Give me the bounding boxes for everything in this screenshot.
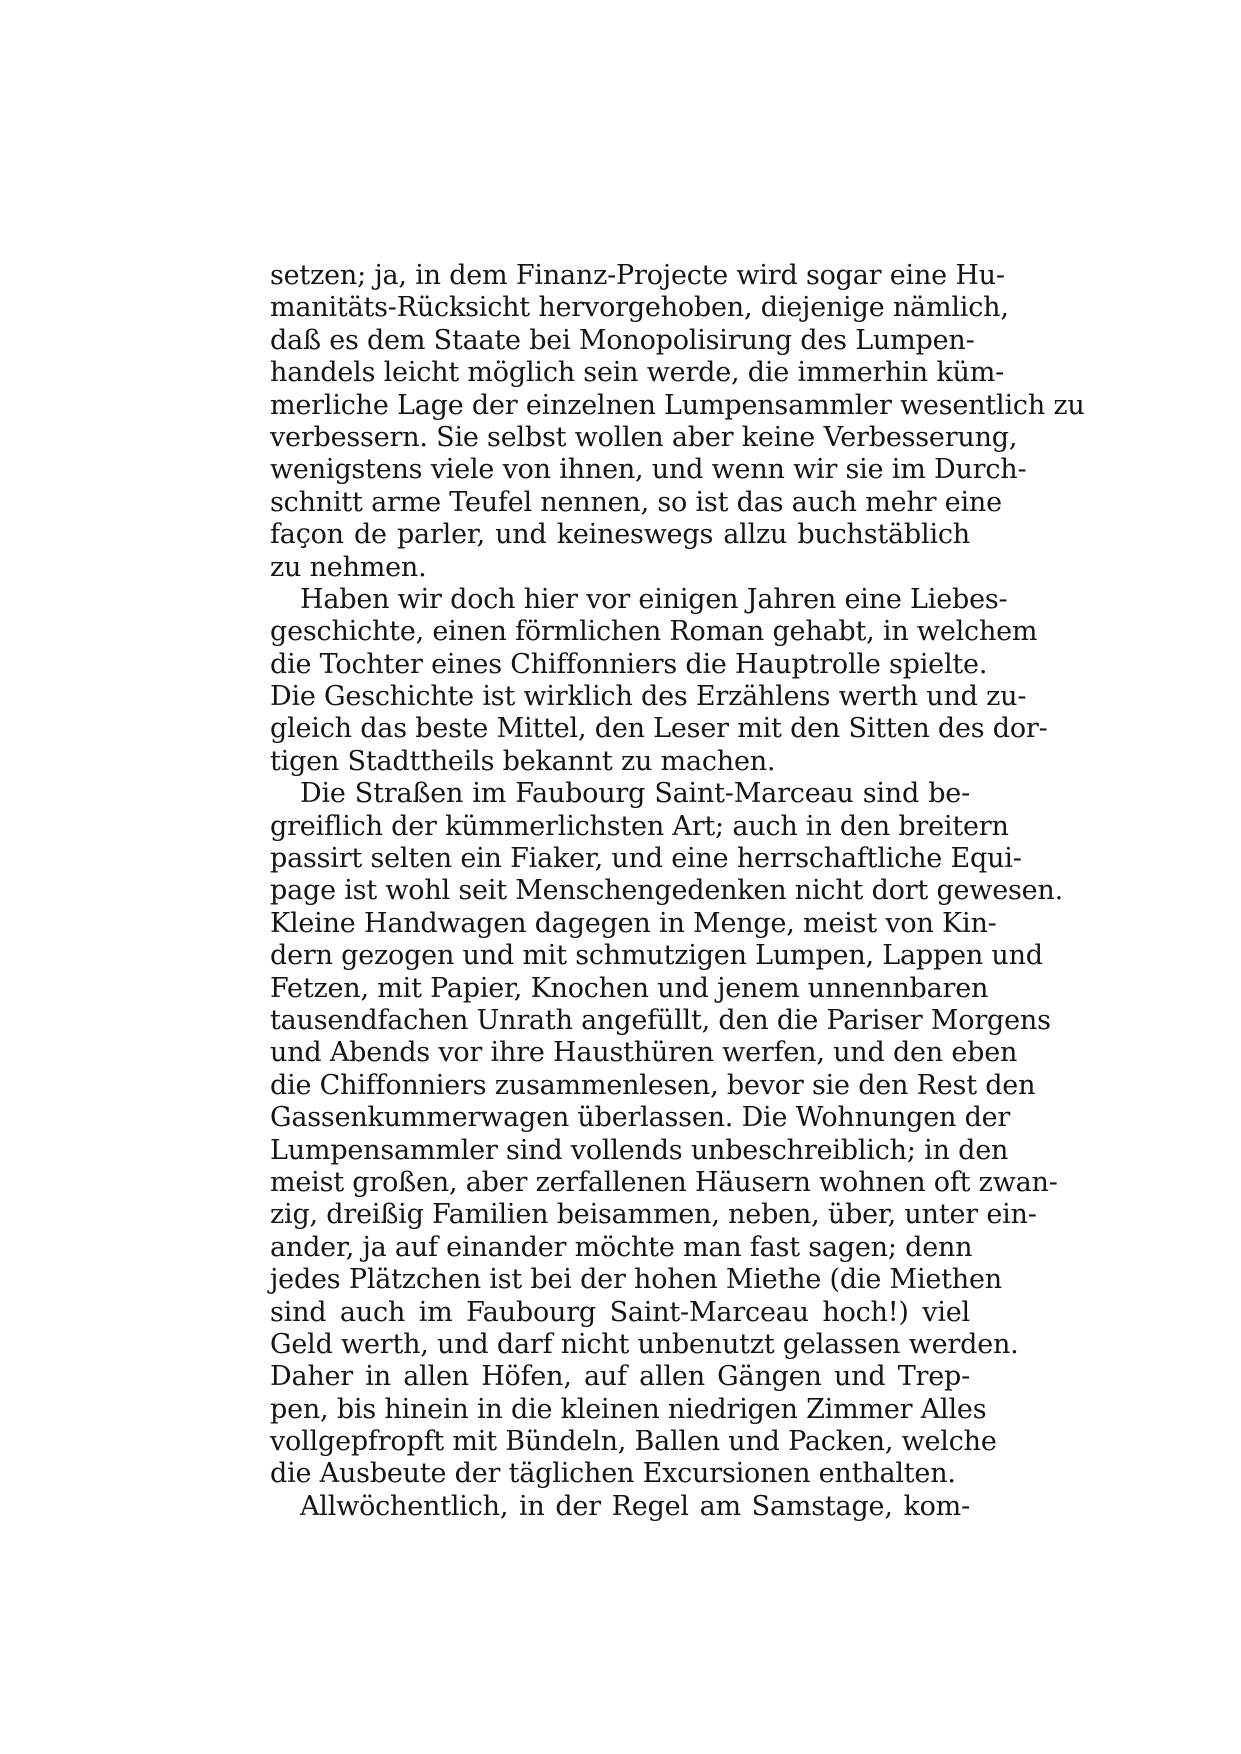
text-line: Fetzen, mit Papier, Knochen und jenem unnennbaren xyxy=(270,972,989,1004)
text-line: daß es dem Staate bei Monopolisirung des Lumpen- xyxy=(270,324,975,356)
text-line: Kleine Handwagen dagegen in Menge, meist von Kin- xyxy=(270,907,997,939)
text-line: die Ausbeute der täglichen Excursionen enthalten. xyxy=(270,1458,956,1490)
text-line: ander, ja auf einander möchte man fast sagen; denn xyxy=(270,1231,973,1263)
text-line: und Abends vor ihre Hausthüren werfen, und den eben xyxy=(270,1037,1018,1069)
text-line: façon de parler, und keineswegs allzu buchstäblich xyxy=(270,519,970,551)
paragraph-start-line: Haben wir doch hier vor einigen Jahren eine Liebes- xyxy=(300,583,1008,615)
text-line: greiflich der kümmerlichsten Art; auch in den breitern xyxy=(270,810,1009,842)
paragraph-start-line: Die Straßen im Faubourg Saint-Marceau sind be- xyxy=(300,778,970,810)
text-line: Daher in allen Höfen, auf allen Gängen und Trep- xyxy=(270,1361,970,1393)
text-line: Die Geschichte ist wirklich des Erzählens werth und zu- xyxy=(270,681,1027,713)
text-line: tigen Stadttheils bekannt zu machen. xyxy=(270,745,776,777)
text-line: die Chiffonniers zusammenlesen, bevor sie den Rest den xyxy=(270,1069,1036,1101)
text-line: dern gezogen und mit schmutzigen Lumpen, Lappen und xyxy=(270,940,1043,972)
text-line: handels leicht möglich sein werde, die immerhin küm- xyxy=(270,357,1005,389)
text-line: gleich das beste Mittel, den Leser mit den Sitten des dor- xyxy=(270,713,1048,745)
text-line: manitäts-Rücksicht hervorgehoben, diejenige nämlich, xyxy=(270,292,1009,324)
text-line: zu nehmen. xyxy=(270,551,427,583)
text-line: verbessern. Sie selbst wollen aber keine Verbesserung, xyxy=(270,421,1018,453)
text-line: schnitt arme Teufel nennen, so ist das auch mehr eine xyxy=(270,486,1002,518)
text-line: meist großen, aber zerfallenen Häusern wohnen oft zwan- xyxy=(270,1166,1058,1198)
text-line: merliche Lage der einzelnen Lumpensammler wesentlich zu xyxy=(270,389,1085,421)
paragraph-start-line: Allwöchentlich, in der Regel am Samstage, kom- xyxy=(300,1490,970,1522)
text-line: Geld werth, und darf nicht unbenutzt gelassen werden. xyxy=(270,1328,1019,1360)
text-line: zig, dreißig Familien beisammen, neben, über, unter ein- xyxy=(270,1199,1037,1231)
text-line: pen, bis hinein in die kleinen niedrigen Zimmer Alles xyxy=(270,1393,987,1425)
text-line: setzen; ja, in dem Finanz-Projecte wird sogar eine Hu- xyxy=(270,260,1005,291)
text-line: page ist wohl seit Menschengedenken nicht dort gewesen. xyxy=(270,875,1064,907)
text-line: Gassenkummerwagen überlassen. Die Wohnungen der xyxy=(270,1102,1011,1134)
text-line: Lumpensammler sind vollends unbeschreiblich; in den xyxy=(270,1134,1009,1166)
text-line: tausendfachen Unrath angefüllt, den die Pariser Morgens xyxy=(270,1004,1051,1036)
text-line: passirt selten ein Fiaker, und eine herrschaftliche Equi- xyxy=(270,843,1022,875)
text-line: wenigstens viele von ihnen, und wenn wir sie im Durch- xyxy=(270,454,1027,486)
text-line: vollgepfropft mit Bündeln, Ballen und Packen, welche xyxy=(270,1426,997,1458)
text-line: die Tochter eines Chiffonniers die Hauptrolle spielte. xyxy=(270,648,988,680)
page-text xyxy=(270,260,1085,1523)
text-line: jedes Plätzchen ist bei der hohen Miethe (die Miethen xyxy=(270,1264,1002,1296)
text-line: geschichte, einen förmlichen Roman gehabt, in welchem xyxy=(270,616,1038,648)
text-line: sind auch im Faubourg Saint-Marceau hoch!) viel xyxy=(270,1296,970,1328)
